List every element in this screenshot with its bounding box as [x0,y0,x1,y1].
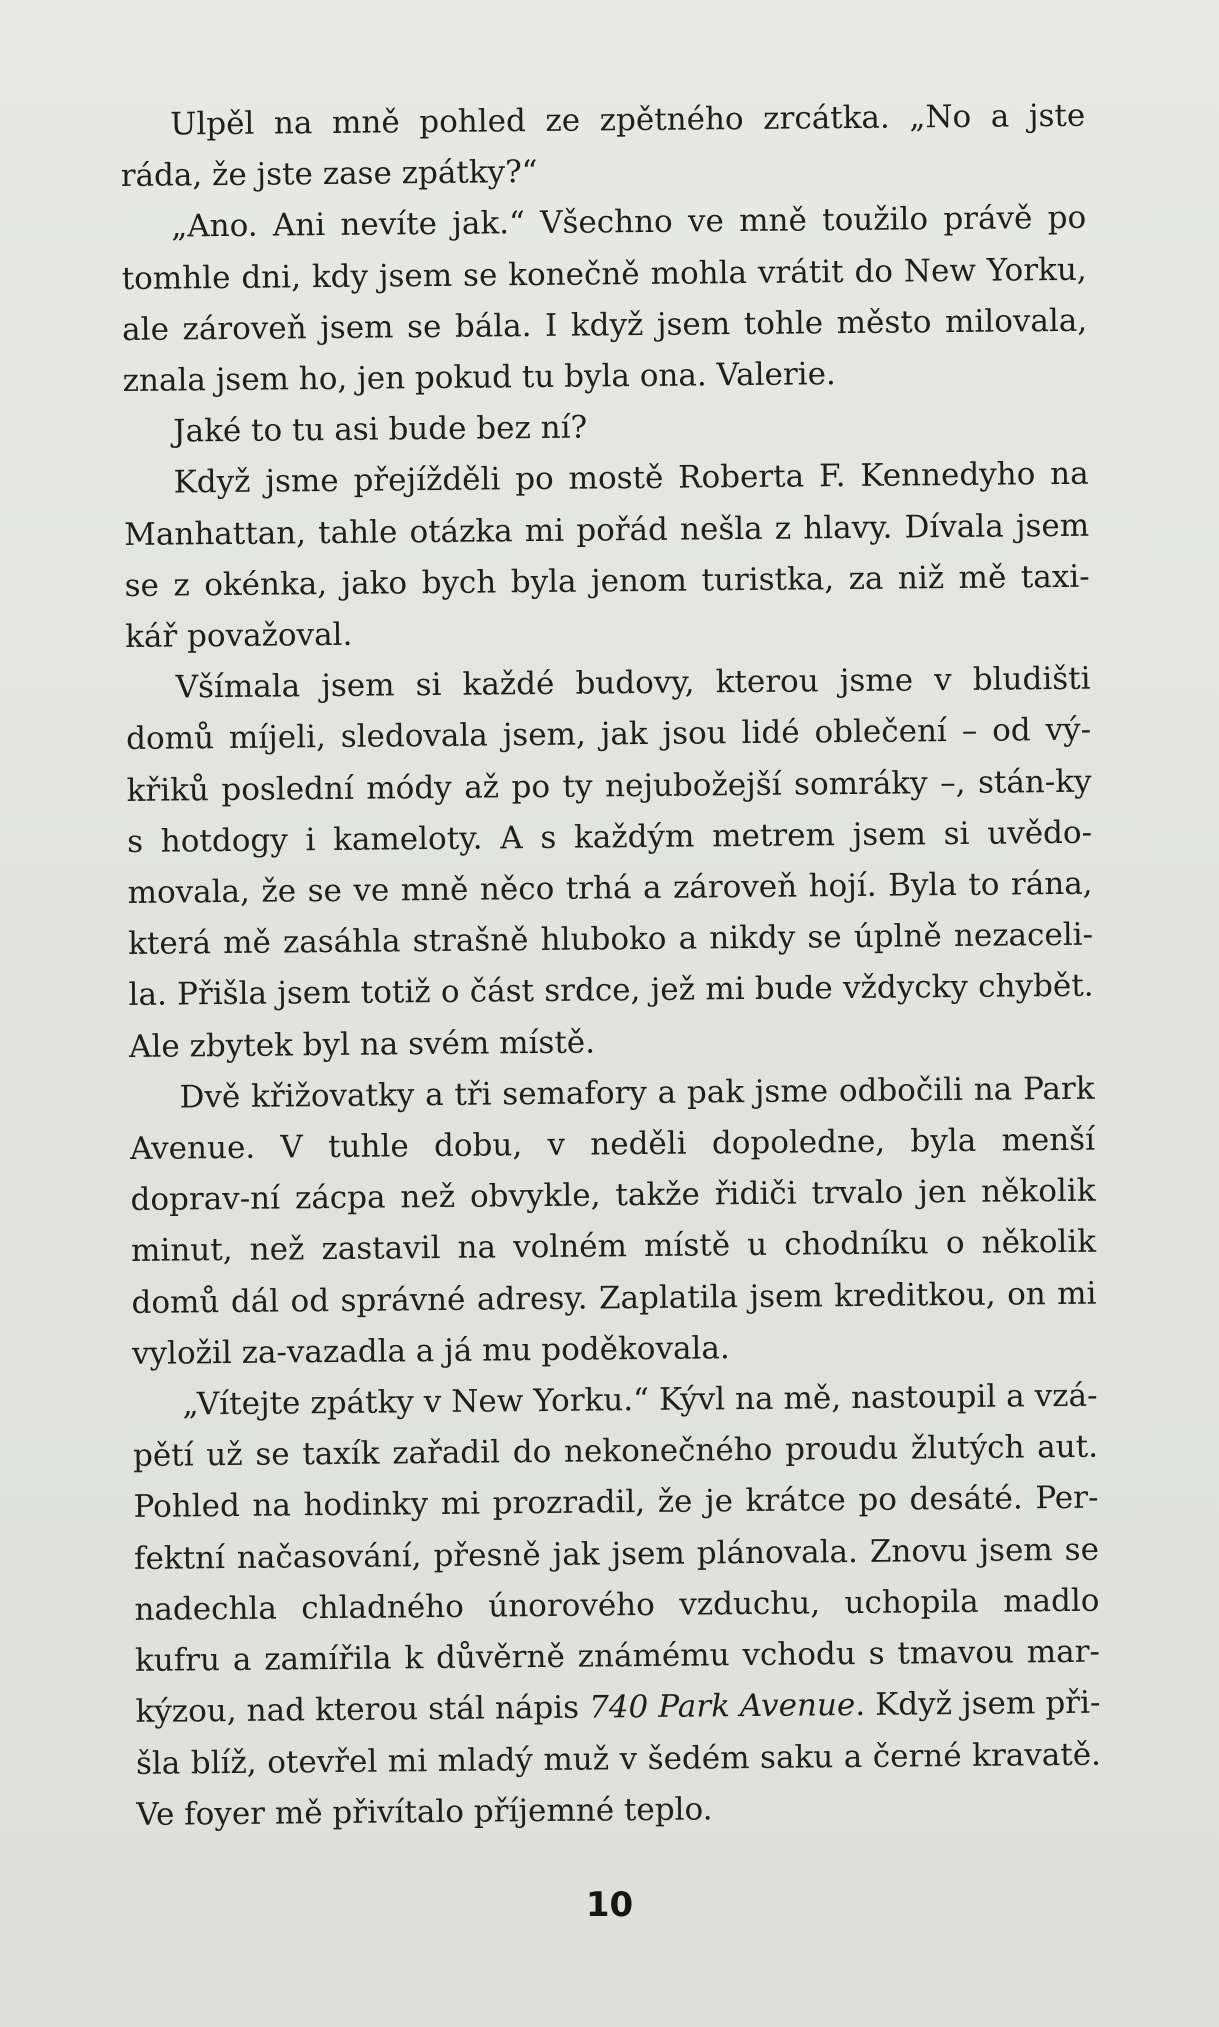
paragraph-4: Když jsme přejížděli po mostě Roberta F. Kennedyho na Manhattan, tahle otázka mi pořád nešla z hlavy. Dívala jsem se z okénka, jako bych byla jenom turistka, za niž mě taxi-kář považoval. [123,456,1090,656]
paragraph-6: Dvě křižovatky a tři semafory a pak jsme odbočili na Park Avenue. V tuhle dobu, v neděli dopoledne, byla menší doprav-ní zácpa než obvykle, takže řidiči trvalo jen několik minut, než zastavil na volném místě u chodníku o několik domů dál od správné adresy. Zaplatila jsem kreditkou, on mi vyložil za-vazadla a já mu poděkovala. [129,1070,1097,1372]
page-number: 10 [585,1885,634,1925]
paragraph-5: Všímala jsem si každé budovy, kterou jsme v bludišti domů míjeli, sledovala jsem, jak jsou lidé oblečení – od vý-křiků poslední módy až po ty nejubožejší somráky –, stán-ky s hotdogy i kameloty. A s každým metrem jsem si uvědo-movala, že se ve mně něco trhá a zároveň hojí. Byla to rána, která mě zasáhla strašně hluboko a nikdy se úplně nezaceli-la. Přišla jsem totiž o část srdce, jež mi bude vždycky chybět. Ale zbytek byl na svém místě. [125,660,1094,1065]
paragraph-2: „Ano. Ani nevíte jak.“ Všechno ve mně toužilo právě po tomhle dni, kdy jsem se konečně mohla vrátit do New Yorku, ale zároveň jsem se bála. I když jsem tohle město milovala, znala jsem ho, jen pokud tu byla ona. Valerie. [121,200,1088,400]
building-address: 740 Park Avenue [588,1687,856,1726]
paragraph-1: Ulpěl na mně pohled ze zpětného zrcátka. „No a jste ráda, že jste zase zpátky?“ [120,97,1086,195]
body-text [120,91,1102,1841]
paragraph-7 [132,1371,1101,1841]
paragraph-7-text: „Vítejte zpátky v New Yorku.“ Kývl na mě, nastoupil a vzá-pětí už se taxík zařadil do nekonečného proudu žlutých aut. Pohled na hodinky mi prozradil, že je krátce po desáté. Per-fektní načasování, přesně jak jsem plánovala. Znovu jsem se nadechla chladného únorového vzduchu, uchopila madlo kufru a zamířila k důvěrně známému vchodu s tmavou mar-kýzou, nad kterou stál nápis [132,1377,1101,1731]
paragraph-7-ending: . Když jsem při-šla blíž, otevřel mi mladý muž v šedém saku a černé kravatě. Ve foyer mě přivítalo příjemné teplo. [135,1684,1102,1833]
paragraph-3: Jaké to tu asi bude bez ní? [173,409,588,450]
